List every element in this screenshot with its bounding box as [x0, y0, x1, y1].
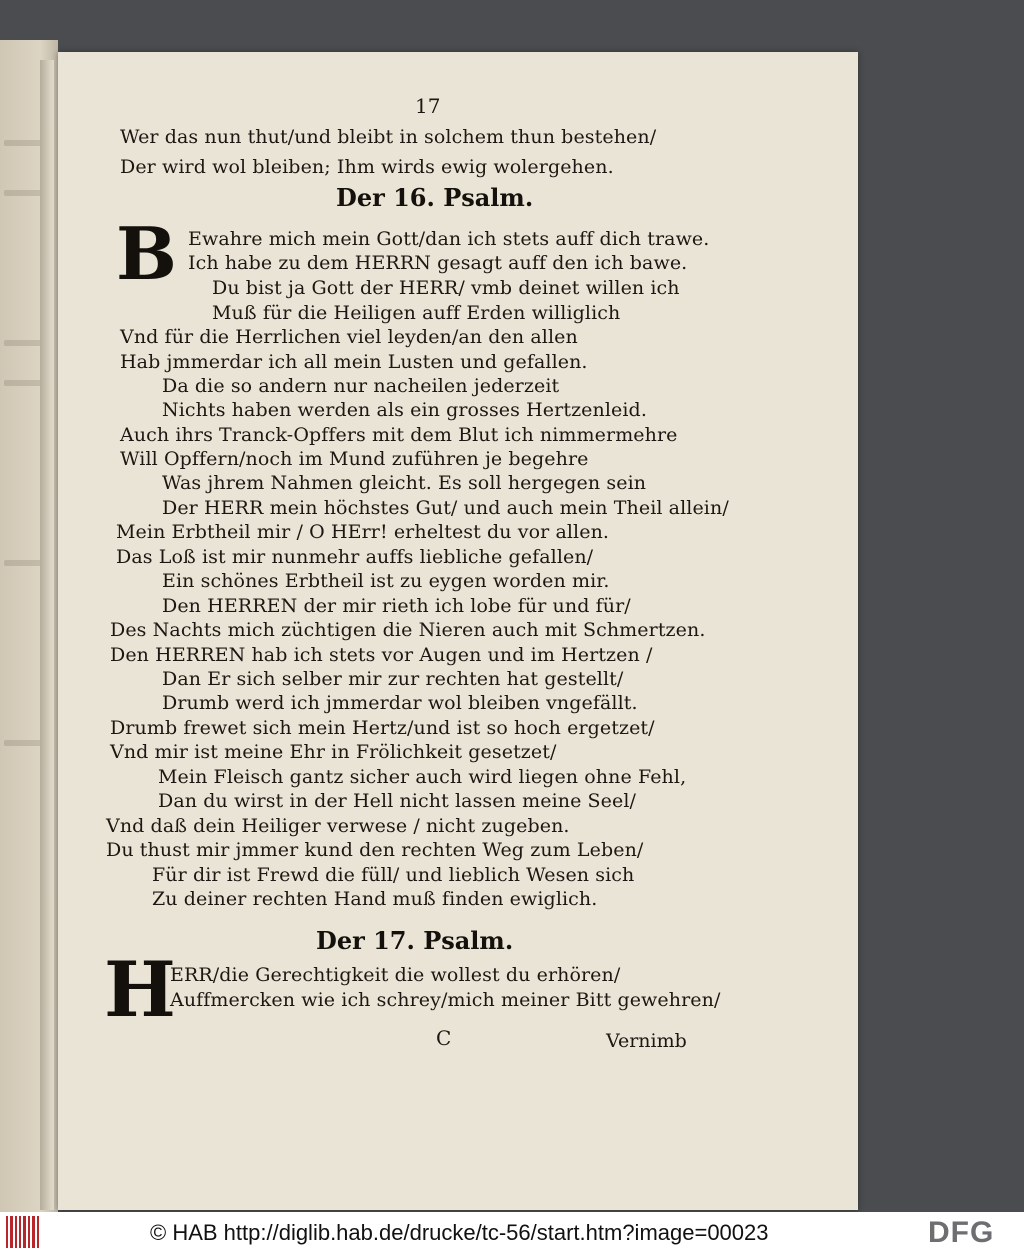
text-line: Vnd daß dein Heiliger verwese / nicht zugeben. [106, 815, 570, 837]
text-line: Ewahre mich mein Gott/dan ich stets auff dich trawe. [188, 228, 710, 250]
drop-cap: B [116, 211, 177, 296]
drop-cap: H [104, 945, 176, 1034]
catchword: Vernimb [606, 1030, 687, 1052]
text-line: Du thust mir jmmer kund den rechten Weg zum Leben/ [106, 839, 644, 861]
book-page [58, 52, 858, 1210]
text-line: Dan Er sich selber mir zur rechten hat gestellt/ [162, 668, 624, 690]
text-line: Muß für die Heiligen auff Erden williglich [212, 302, 621, 324]
copyright-link[interactable]: © HAB http://diglib.hab.de/drucke/tc-56/start.htm?image=00023 [150, 1220, 769, 1245]
psalm-17-heading: Der 17. Psalm. [316, 926, 514, 955]
text-line: Das Loß ist mir nunmehr auffs liebliche gefallen/ [116, 546, 594, 568]
text-line: Auffmercken wie ich schrey/mich meiner Bitt gewehren/ [170, 989, 721, 1011]
text-line: Für dir ist Frewd die füll/ und lieblich Wesen sich [152, 864, 635, 886]
text-line: Was jhrem Nahmen gleicht. Es soll hergegen sein [162, 472, 647, 494]
page-edge [40, 60, 54, 1210]
text-line: Nichts haben werden als ein grosses Hertzenleid. [162, 399, 647, 421]
text-line: Ich habe zu dem HERRN gesagt auff den ich bawe. [188, 252, 688, 274]
barcode-icon [6, 1216, 42, 1248]
text-line: Will Opffern/noch im Mund zuführen je begehre [120, 448, 589, 470]
text-line: Der HERR mein höchstes Gut/ und auch mein Theil allein/ [162, 497, 729, 519]
text-line: Mein Erbtheil mir / O HErr! erheltest du vor allen. [116, 521, 610, 543]
text-line: Zu deiner rechten Hand muß finden ewiglich. [152, 888, 598, 910]
text-line: Drumb werd ich jmmerdar wol bleiben vngefällt. [162, 692, 638, 714]
text-line: Dan du wirst in der Hell nicht lassen meine Seel/ [158, 790, 637, 812]
text-line: ERR/die Gerechtigkeit die wollest du erhören/ [170, 964, 621, 986]
text-line: Mein Fleisch gantz sicher auch wird liegen ohne Fehl, [158, 766, 687, 788]
text-line: Des Nachts mich züchtigen die Nieren auch mit Schmertzen. [110, 619, 706, 641]
signature-mark: C [436, 1026, 452, 1050]
text-line: Den HERREN hab ich stets vor Augen und im Hertzen / [110, 644, 653, 666]
text-line: Da die so andern nur nacheilen jederzeit [162, 375, 560, 397]
text-line: Du bist ja Gott der HERR/ vmb deinet willen ich [212, 277, 680, 299]
text-line: Der wird wol bleiben; Ihm wirds ewig wolergehen. [120, 156, 614, 178]
psalm-16-heading: Der 16. Psalm. [336, 183, 534, 212]
footer-bar [0, 1212, 1024, 1252]
page-content [58, 52, 858, 1210]
page-number: 17 [415, 94, 441, 118]
text-line: Den HERREN der mir rieth ich lobe für und für/ [162, 595, 631, 617]
text-line: Ein schönes Erbtheil ist zu eygen worden mir. [162, 570, 610, 592]
text-line: Vnd mir ist meine Ehr in Frölichkeit gesetzet/ [110, 741, 557, 763]
text-line: Drumb frewet sich mein Hertz/und ist so hoch ergetzet/ [110, 717, 655, 739]
text-line: Auch ihrs Tranck-Opffers mit dem Blut ich nimmermehre [120, 424, 678, 446]
text-line: Hab jmmerdar ich all mein Lusten und gefallen. [120, 351, 588, 373]
text-line: Vnd für die Herrlichen viel leyden/an den allen [120, 326, 578, 348]
text-line: Wer das nun thut/und bleibt in solchem thun bestehen/ [120, 126, 657, 148]
dfg-logo[interactable]: DFG [928, 1216, 995, 1249]
